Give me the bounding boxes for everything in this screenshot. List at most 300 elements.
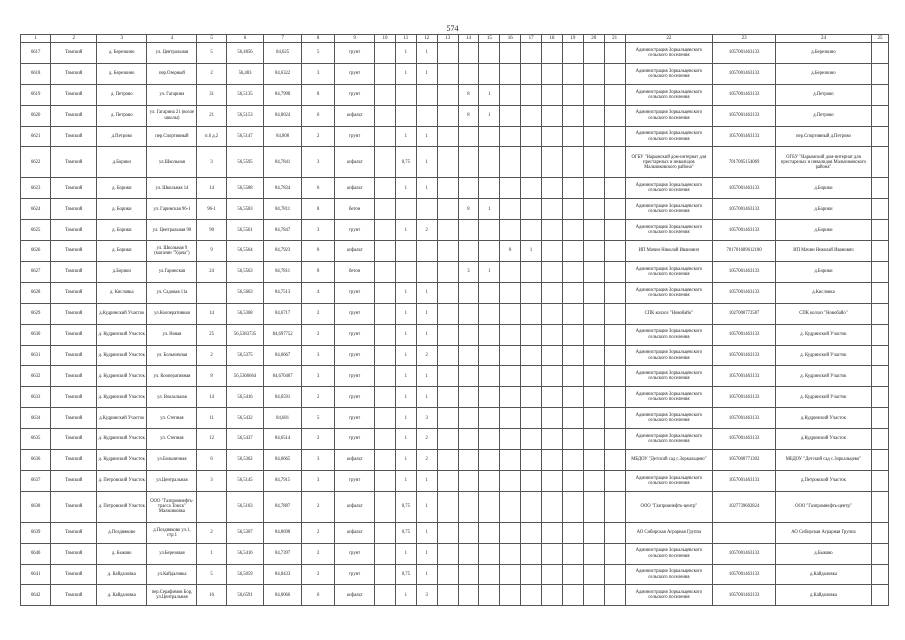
- cell-c15: [500, 84, 521, 105]
- cell-c15: [500, 105, 521, 126]
- cell-served: д.Березкино: [775, 43, 871, 64]
- cell-c15: [500, 126, 521, 147]
- cell-empty: [604, 470, 625, 491]
- cell-id: 6636: [21, 450, 51, 471]
- cell-surface: асфальт: [335, 522, 375, 543]
- cell-empty: [562, 282, 583, 303]
- cell-locality: д. Кисловка: [97, 282, 147, 303]
- cell-district: Томский: [51, 408, 97, 429]
- cell-street: ул. Кооперативная: [147, 366, 197, 387]
- cell-c13: [458, 429, 479, 450]
- cell-empty: [562, 345, 583, 366]
- cell-empty: [872, 178, 889, 199]
- cell-c11: 1: [395, 429, 416, 450]
- cell-empty: [542, 178, 563, 199]
- cell-inn: 701701609612180: [713, 241, 776, 262]
- cell-lat: 56,5368: [226, 303, 264, 324]
- cell-lat: 56,5416: [226, 387, 264, 408]
- cell-c12: 3: [416, 585, 437, 606]
- table-row: [21, 470, 889, 491]
- cell-empty: [437, 126, 458, 147]
- cell-empty: [375, 282, 396, 303]
- cell-c13: [458, 387, 479, 408]
- table-row: [21, 491, 889, 522]
- cell-lat: 56,5383735: [226, 324, 264, 345]
- cell-empty: [562, 522, 583, 543]
- cell-surface: грунт: [335, 220, 375, 241]
- cell-empty: [583, 345, 604, 366]
- cell-locality: д. Кудринский Участок: [97, 429, 147, 450]
- cell-c13: [458, 126, 479, 147]
- cell-empty: [437, 63, 458, 84]
- cell-owner: Администрация Зоркальцевского сельского поселения: [625, 366, 713, 387]
- cell-c12: 1: [416, 564, 437, 585]
- cell-c12: 1: [416, 178, 437, 199]
- cell-empty: [375, 324, 396, 345]
- cell-c14: [479, 522, 500, 543]
- cell-c16: [521, 126, 542, 147]
- cell-empty: [437, 324, 458, 345]
- cell-area: 4: [301, 282, 334, 303]
- cell-area: 8: [301, 199, 334, 220]
- cell-empty: [437, 564, 458, 585]
- cell-house: 6: [197, 450, 226, 471]
- cell-c12: [416, 84, 437, 105]
- cell-owner: Администрация Зоркальцевского сельского поселения: [625, 43, 713, 64]
- cell-lat: 56,5564: [226, 241, 264, 262]
- cell-district: Томский: [51, 324, 97, 345]
- cell-c15: [500, 522, 521, 543]
- cell-c12: [416, 262, 437, 283]
- cell-district: Томский: [51, 220, 97, 241]
- cell-lon: 84,6665: [264, 450, 302, 471]
- cell-inn: 1057001463133: [713, 63, 776, 84]
- table-row: [21, 387, 889, 408]
- cell-lat: 56,5362: [226, 450, 264, 471]
- cell-lat: 56,5588: [226, 178, 264, 199]
- cell-id: 6627: [21, 262, 51, 283]
- cell-area: 8: [301, 84, 334, 105]
- cell-empty: [583, 262, 604, 283]
- cell-area: 2: [301, 564, 334, 585]
- cell-id: 6635: [21, 429, 51, 450]
- cell-street: ул. Гаринская 96-1: [147, 199, 197, 220]
- cell-empty: [872, 522, 889, 543]
- cell-c12: 1: [416, 324, 437, 345]
- cell-c12: 2: [416, 220, 437, 241]
- table-row: [21, 564, 889, 585]
- cell-c16: [521, 303, 542, 324]
- cell-area: 3: [301, 147, 334, 178]
- cell-surface: асфальт: [335, 147, 375, 178]
- cell-inn: 1027000772587: [713, 303, 776, 324]
- cell-c13: [458, 282, 479, 303]
- cell-empty: [604, 282, 625, 303]
- cell-empty: [375, 105, 396, 126]
- cell-inn: 1057000771302: [713, 450, 776, 471]
- cell-empty: [542, 220, 563, 241]
- cell-served: д. Кудринский Участок: [775, 345, 871, 366]
- cell-empty: [583, 63, 604, 84]
- cell-lat: 56,5135: [226, 84, 264, 105]
- cell-empty: [872, 366, 889, 387]
- cell-inn: 1057001463133: [713, 408, 776, 429]
- cell-empty: [604, 366, 625, 387]
- cell-id: 6620: [21, 105, 51, 126]
- cell-street: ул. Школьная 14: [147, 178, 197, 199]
- cell-empty: [375, 429, 396, 450]
- column-number: 12: [416, 35, 437, 43]
- cell-surface: асфальт: [335, 105, 375, 126]
- cell-c13: [458, 366, 479, 387]
- column-number: 25: [872, 35, 889, 43]
- cell-owner: Администрация Зоркальцевского сельского поселения: [625, 585, 713, 606]
- cell-c13: [458, 178, 479, 199]
- cell-empty: [604, 199, 625, 220]
- cell-id: 6625: [21, 220, 51, 241]
- cell-c14: [479, 324, 500, 345]
- cell-c11: 1: [395, 345, 416, 366]
- cell-c16: [521, 199, 542, 220]
- cell-lat: 56,5663: [226, 282, 264, 303]
- cell-c12: [416, 105, 437, 126]
- cell-c15: [500, 324, 521, 345]
- cell-empty: [375, 585, 396, 606]
- cell-empty: [583, 491, 604, 522]
- cell-street: ул. Степная: [147, 429, 197, 450]
- cell-locality: д.Кудринский Участок: [97, 303, 147, 324]
- cell-empty: [604, 491, 625, 522]
- cell-c14: [479, 241, 500, 262]
- cell-empty: [437, 450, 458, 471]
- cell-c11: 1: [395, 220, 416, 241]
- cell-empty: [604, 324, 625, 345]
- cell-c14: [479, 43, 500, 64]
- cell-empty: [437, 387, 458, 408]
- cell-empty: [583, 585, 604, 606]
- cell-empty: [604, 105, 625, 126]
- cell-c11: [395, 262, 416, 283]
- cell-id: 6622: [21, 147, 51, 178]
- cell-empty: [562, 105, 583, 126]
- cell-empty: [583, 147, 604, 178]
- cell-served: д.Быково: [775, 543, 871, 564]
- cell-district: Томский: [51, 63, 97, 84]
- cell-c11: 0,75: [395, 491, 416, 522]
- cell-empty: [375, 543, 396, 564]
- cell-lon: 84,8024: [264, 105, 302, 126]
- cell-empty: [437, 178, 458, 199]
- cell-c14: [479, 564, 500, 585]
- cell-area: 3: [301, 450, 334, 471]
- cell-c16: [521, 84, 542, 105]
- cell-street: пер.Спортивный: [147, 126, 197, 147]
- cell-district: Томский: [51, 199, 97, 220]
- cell-empty: [562, 324, 583, 345]
- cell-served: д.Петровский Участок: [775, 470, 871, 491]
- cell-c16: [521, 429, 542, 450]
- cell-area: 2: [301, 543, 334, 564]
- cell-c15: [500, 543, 521, 564]
- cell-c14: [479, 408, 500, 429]
- cell-empty: [872, 387, 889, 408]
- cell-empty: [542, 450, 563, 471]
- cell-empty: [562, 241, 583, 262]
- cell-house: п.6 д.2: [197, 126, 226, 147]
- cell-area: 3: [301, 63, 334, 84]
- cell-served: д. Кудринский Участок: [775, 366, 871, 387]
- cell-house: 12: [197, 429, 226, 450]
- cell-street: ул.Кооперативная: [147, 303, 197, 324]
- cell-lon: 84,670407: [264, 366, 302, 387]
- cell-district: Томский: [51, 147, 97, 178]
- cell-empty: [562, 564, 583, 585]
- cell-house: 9: [197, 241, 226, 262]
- cell-inn: 1057001463133: [713, 220, 776, 241]
- cell-locality: д.Петрово: [97, 126, 147, 147]
- table-row: [21, 408, 889, 429]
- cell-id: 6634: [21, 408, 51, 429]
- column-number: 1: [21, 35, 51, 43]
- cell-district: Томский: [51, 387, 97, 408]
- cell-lat: 56,6591: [226, 585, 264, 606]
- cell-empty: [542, 63, 563, 84]
- cell-empty: [562, 63, 583, 84]
- cell-empty: [583, 84, 604, 105]
- cell-c16: [521, 585, 542, 606]
- cell-empty: [872, 345, 889, 366]
- cell-lon: 84,7811: [264, 199, 302, 220]
- cell-empty: [562, 178, 583, 199]
- column-number: 19: [562, 35, 583, 43]
- cell-house: 5: [197, 564, 226, 585]
- cell-c15: [500, 564, 521, 585]
- cell-empty: [437, 585, 458, 606]
- cell-c14: 1: [479, 199, 500, 220]
- table-row: [21, 178, 889, 199]
- cell-empty: [375, 178, 396, 199]
- cell-area: 2: [301, 491, 334, 522]
- table-row: [21, 282, 889, 303]
- cell-c14: [479, 220, 500, 241]
- table-row: [21, 262, 889, 283]
- cell-empty: [375, 366, 396, 387]
- cell-c13: [458, 345, 479, 366]
- cell-empty: [542, 522, 563, 543]
- cell-c16: [521, 147, 542, 178]
- cell-district: Томский: [51, 543, 97, 564]
- cell-empty: [872, 199, 889, 220]
- cell-inn: 1057001463133: [713, 387, 776, 408]
- cell-lon: 84,8066: [264, 585, 302, 606]
- cell-empty: [562, 43, 583, 64]
- cell-c16: [521, 105, 542, 126]
- cell-c13: 8: [458, 105, 479, 126]
- cell-empty: [437, 408, 458, 429]
- cell-empty: [437, 241, 458, 262]
- column-number: 2: [51, 35, 97, 43]
- cell-surface: грунт: [335, 303, 375, 324]
- cell-c16: [521, 470, 542, 491]
- cell-c15: [500, 178, 521, 199]
- cell-house: 31: [197, 84, 226, 105]
- cell-empty: [437, 366, 458, 387]
- column-number: 4: [147, 35, 197, 43]
- cell-empty: [437, 429, 458, 450]
- cell-area: 6: [301, 585, 334, 606]
- cell-area: 6: [301, 178, 334, 199]
- cell-empty: [542, 564, 563, 585]
- cell-c15: [500, 43, 521, 64]
- column-number: 16: [500, 35, 521, 43]
- cell-empty: [872, 262, 889, 283]
- table-row: [21, 199, 889, 220]
- cell-c15: [500, 387, 521, 408]
- cell-street: ул.Березовая: [147, 543, 197, 564]
- cell-street: ул. Школьная 9 (магазин "Удача"): [147, 241, 197, 262]
- cell-district: Томский: [51, 43, 97, 64]
- cell-house: 3: [197, 147, 226, 178]
- cell-surface: бетон: [335, 262, 375, 283]
- cell-empty: [542, 324, 563, 345]
- cell-empty: [604, 522, 625, 543]
- cell-surface: грунт: [335, 564, 375, 585]
- registry-table: [20, 34, 889, 606]
- cell-c16: [521, 282, 542, 303]
- cell-owner: СПК колхоз "Новобайо": [625, 303, 713, 324]
- cell-c11: 1: [395, 126, 416, 147]
- cell-lat: 56,5583: [226, 199, 264, 220]
- cell-empty: [542, 84, 563, 105]
- cell-house: 1: [197, 543, 226, 564]
- cell-served: д.Кудринский Участок: [775, 408, 871, 429]
- cell-owner: Администрация Зоркальцевского сельского поселения: [625, 126, 713, 147]
- cell-c14: [479, 345, 500, 366]
- cell-house: 14: [197, 178, 226, 199]
- cell-house: 3: [197, 470, 226, 491]
- cell-locality: д. Кудринский Участок: [97, 366, 147, 387]
- cell-empty: [562, 429, 583, 450]
- cell-empty: [562, 543, 583, 564]
- cell-empty: [583, 387, 604, 408]
- cell-empty: [604, 543, 625, 564]
- column-number: 5: [197, 35, 226, 43]
- cell-street: ул. Вокзальная: [147, 387, 197, 408]
- cell-owner: Администрация Зоркальцевского сельского поселения: [625, 324, 713, 345]
- cell-empty: [872, 450, 889, 471]
- cell-locality: д. Кудринский Участок: [97, 345, 147, 366]
- cell-empty: [872, 408, 889, 429]
- table-row: [21, 429, 889, 450]
- cell-district: Томский: [51, 178, 97, 199]
- cell-lat: 56,5375: [226, 345, 264, 366]
- cell-surface: бетон: [335, 199, 375, 220]
- cell-surface: асфальт: [335, 241, 375, 262]
- cell-street: пер.Серафимов Бор, ул.Центральная: [147, 585, 197, 606]
- cell-empty: [562, 199, 583, 220]
- cell-locality: д.Борики: [97, 262, 147, 283]
- cell-lat: 56,5437: [226, 429, 264, 450]
- cell-c11: 1: [395, 324, 416, 345]
- cell-empty: [583, 126, 604, 147]
- cell-lat: 56,5416: [226, 543, 264, 564]
- cell-id: 6617: [21, 43, 51, 64]
- cell-c16: [521, 324, 542, 345]
- cell-empty: [375, 84, 396, 105]
- cell-area: 2: [301, 303, 334, 324]
- cell-area: 2: [301, 126, 334, 147]
- column-number: 24: [775, 35, 871, 43]
- cell-lon: 84,6591: [264, 387, 302, 408]
- cell-c16: [521, 491, 542, 522]
- column-number: 9: [335, 35, 375, 43]
- cell-house: 2: [197, 345, 226, 366]
- cell-id: 6626: [21, 241, 51, 262]
- cell-c13: [458, 43, 479, 64]
- cell-street: ул. Центральная 90: [147, 220, 197, 241]
- cell-district: Томский: [51, 105, 97, 126]
- cell-locality: д.Кудринский Участок: [97, 408, 147, 429]
- cell-empty: [872, 105, 889, 126]
- cell-district: Томский: [51, 241, 97, 262]
- cell-surface: грунт: [335, 366, 375, 387]
- cell-surface: грунт: [335, 84, 375, 105]
- cell-surface: грунт: [335, 408, 375, 429]
- cell-locality: д. Борики: [97, 220, 147, 241]
- cell-c16: [521, 387, 542, 408]
- cell-empty: [583, 241, 604, 262]
- cell-house: 2: [197, 63, 226, 84]
- cell-empty: [562, 387, 583, 408]
- cell-empty: [604, 84, 625, 105]
- table-row: [21, 345, 889, 366]
- cell-c16: [521, 450, 542, 471]
- cell-empty: [583, 408, 604, 429]
- cell-served: д.Борики: [775, 220, 871, 241]
- cell-empty: [562, 126, 583, 147]
- cell-c13: [458, 491, 479, 522]
- cell-c14: [479, 178, 500, 199]
- cell-locality: д. Петровский Участок: [97, 491, 147, 522]
- table-row: [21, 43, 889, 64]
- cell-c12: 1: [416, 282, 437, 303]
- cell-house: [197, 282, 226, 303]
- cell-c11: 1: [395, 303, 416, 324]
- cell-lon: 84,697752: [264, 324, 302, 345]
- cell-owner: МБДОУ "Детский сад с.Зоркальцево": [625, 450, 713, 471]
- cell-empty: [375, 199, 396, 220]
- cell-empty: [583, 324, 604, 345]
- cell-c15: [500, 470, 521, 491]
- cell-c11: 1: [395, 63, 416, 84]
- table-row: [21, 147, 889, 178]
- table-row: [21, 105, 889, 126]
- cell-area: 8: [301, 241, 334, 262]
- cell-street: ул. Гагарина: [147, 84, 197, 105]
- cell-c13: [458, 241, 479, 262]
- cell-empty: [583, 220, 604, 241]
- cell-area: 5: [301, 43, 334, 64]
- cell-empty: [604, 408, 625, 429]
- cell-empty: [562, 262, 583, 283]
- cell-c12: 3: [416, 408, 437, 429]
- cell-c11: 1: [395, 178, 416, 199]
- cell-id: 6639: [21, 522, 51, 543]
- cell-c15: [500, 429, 521, 450]
- cell-house: [197, 491, 226, 522]
- cell-empty: [437, 282, 458, 303]
- cell-c12: 1: [416, 522, 437, 543]
